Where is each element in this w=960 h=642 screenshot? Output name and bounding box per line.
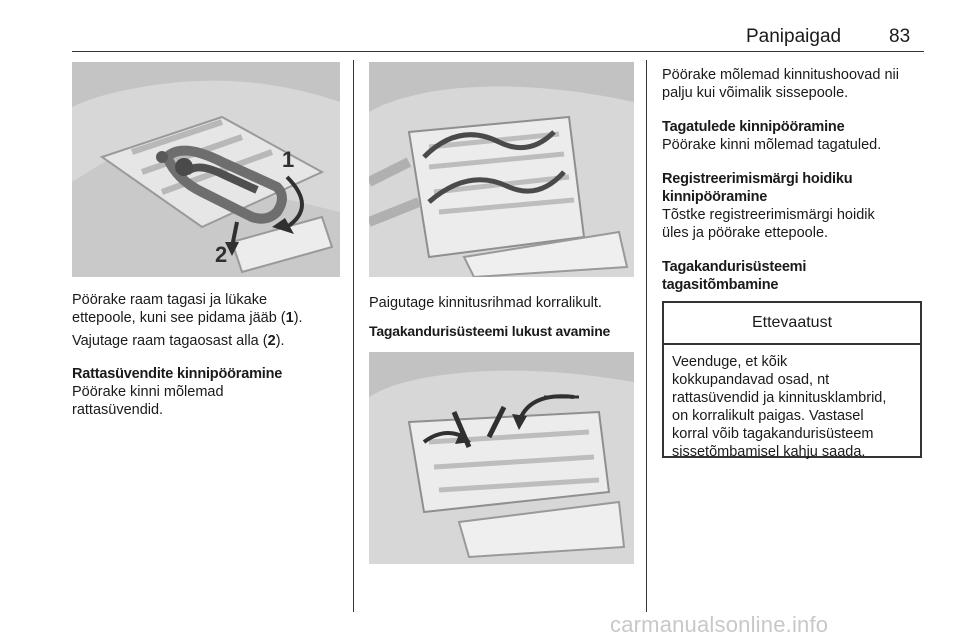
paragraph-press-frame: Vajutage raam tagaosast alla (2). xyxy=(72,333,285,349)
section-title: Panipaigad xyxy=(746,26,842,47)
paragraph-levers: Pöörake mõlemad kinnitushoovad nii palju kui võimalik sissepoole. xyxy=(662,67,899,101)
illustration-unlock xyxy=(369,352,634,564)
caution-title: Ettevaatust xyxy=(664,303,920,345)
heading-tail-lights: Tagatulede kinnipööramine xyxy=(662,119,845,135)
heading-retraction: Tagakandurisüsteemi tagasitõmbamine xyxy=(662,259,807,293)
figure-callout-2: 2 xyxy=(215,242,228,267)
heading-unlock-system: Tagakandurisüsteemi lukust avamine xyxy=(369,323,611,339)
column-divider-left xyxy=(353,60,354,612)
heading-wheel-recesses: Rattasüvendite kinnipööramine xyxy=(72,366,283,382)
watermark: carmanualsonline.info xyxy=(610,612,829,637)
header-rule xyxy=(72,51,924,52)
figure-callout-1: 1 xyxy=(282,147,295,172)
caption-straps: Paigutage kinnitusrihmad korralikult. xyxy=(369,295,602,311)
paragraph-lock-frame: Pöörake raam tagasi ja lükake ettepoole, kuni see pidama jääb (1). xyxy=(72,292,303,326)
column-divider-right xyxy=(646,60,647,612)
illustration-frame-lock xyxy=(72,62,340,277)
paragraph-tail-lights: Pöörake kinni mõlemad tagatuled. xyxy=(662,137,882,153)
caution-text: Veenduge, et kõik kokkupandavad osad, nt rattasüvendid ja kinnitusklambrid, on korralikult paigas. Vastasel korral võib tagakandurisüsteem sissetõmbamisel kahju saada. xyxy=(672,354,887,460)
caution-box xyxy=(662,301,922,458)
paragraph-plate-holder: Tõstke registreerimismärgi hoidik üles ja pöörake ettepoole. xyxy=(662,207,875,241)
heading-plate-holder: Registreerimismärgi hoidiku kinnipööramine xyxy=(662,171,853,205)
page-number: 83 xyxy=(889,26,911,47)
illustration-straps xyxy=(369,62,634,277)
paragraph-wheel-recesses: Pöörake kinni mõlemad rattasüvendid. xyxy=(72,384,224,418)
